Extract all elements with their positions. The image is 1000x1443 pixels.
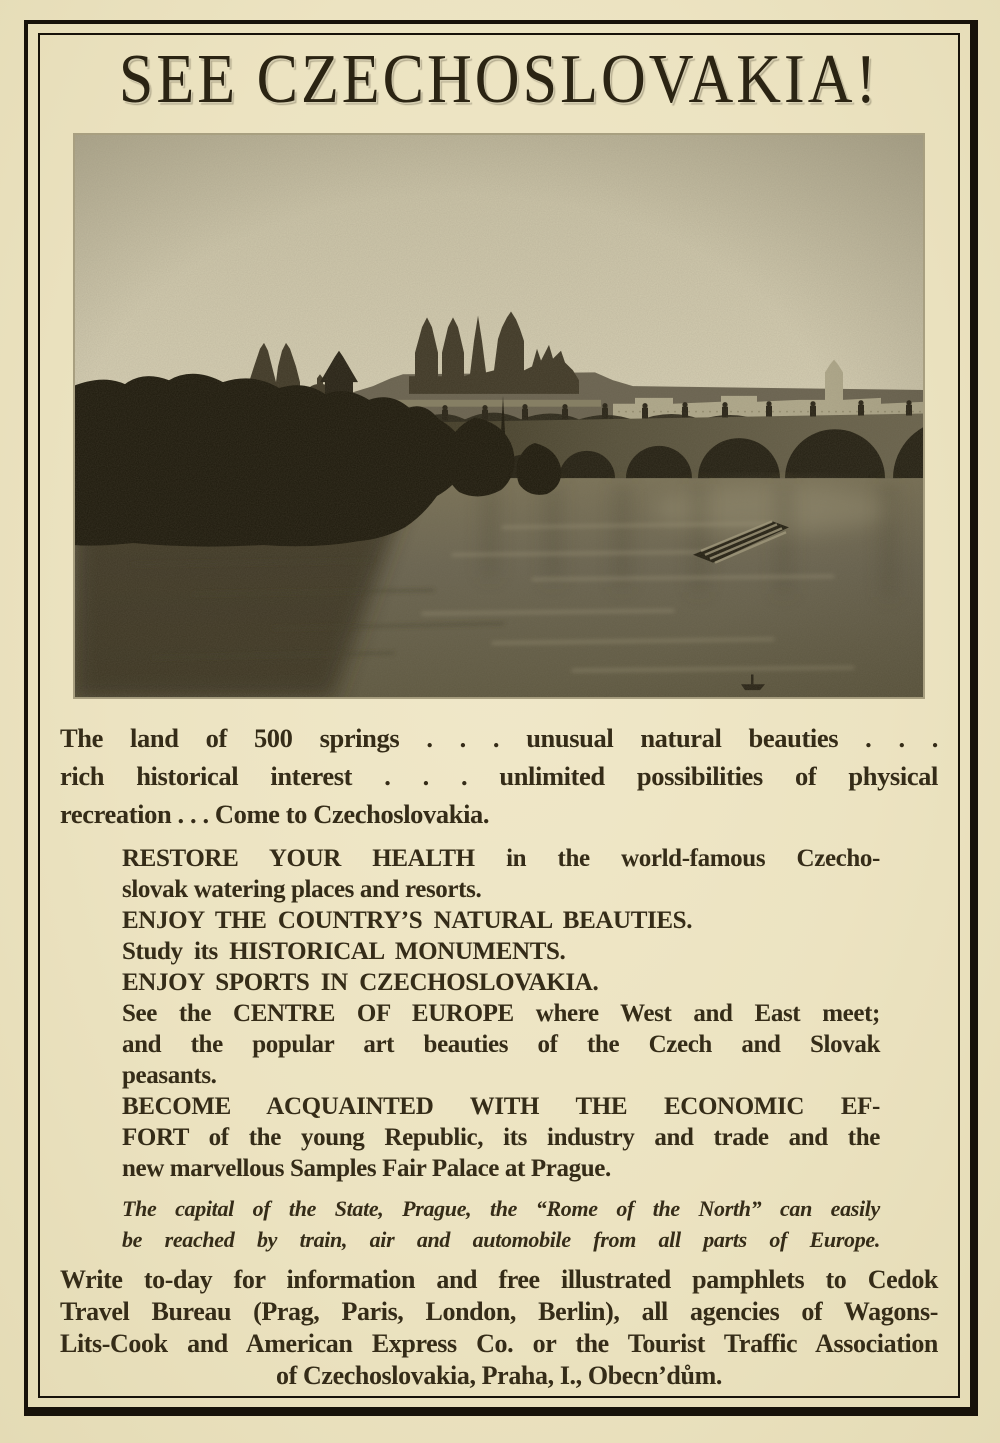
text-line: ENJOY THE COUNTRY’S NATURAL BEAUTIES. xyxy=(122,907,693,934)
highlight-economic-effort xyxy=(122,1091,880,1184)
text-line: slovak watering places and resorts. xyxy=(122,876,482,903)
text-line: ENJOY SPORTS IN CZECHOSLOVAKIA. xyxy=(122,969,599,996)
text-line: Study its HISTORICAL MONUMENTS. xyxy=(122,938,566,965)
text-line: Lits-Cook and American Express Co. or the Tourist Traffic Association xyxy=(60,1329,938,1358)
text-line: The land of 500 springs . . . unusual natural beauties . . . xyxy=(60,723,938,753)
highlight-sports xyxy=(122,967,880,998)
prague-photo xyxy=(73,133,925,699)
highlight-centre-of-europe xyxy=(122,998,880,1091)
text-line: peasants. xyxy=(122,1062,217,1089)
contact-paragraph xyxy=(60,1264,938,1392)
text-line: of Czechoslovakia, Praha, I., Obecn’dům. xyxy=(276,1361,722,1390)
capital-note xyxy=(122,1193,880,1255)
text-line: be reached by train, air and automobile from all parts of Europe. xyxy=(122,1227,880,1252)
text-line: and the popular art beauties of the Czech and Slovak xyxy=(122,1031,880,1058)
highlight-historical-monuments xyxy=(122,936,880,967)
highlights-list xyxy=(122,843,880,1184)
prague-skyline-illustration xyxy=(73,133,925,699)
highlight-restore-health xyxy=(122,843,880,905)
ad-headline xyxy=(60,41,938,118)
text-line: The capital of the State, Prague, the “Rome of the North” can easily xyxy=(122,1196,880,1221)
intro-paragraph xyxy=(60,719,938,833)
text-line: new marvellous Samples Fair Palace at Prague. xyxy=(122,1155,611,1182)
text-line: Travel Bureau (Prag, Paris, London, Berlin), all agencies of Wagons- xyxy=(60,1297,938,1326)
text-line: FORT of the young Republic, its industry and trade and the xyxy=(122,1124,880,1151)
outer-border xyxy=(24,20,978,1416)
text-line: Write to-day for information and free illustrated pamphlets to Cedok xyxy=(60,1265,938,1294)
text-line: See the CENTRE OF EUROPE where West and East meet; xyxy=(122,1000,880,1027)
ad-headline-text: SEE CZECHOSLOVAKIA! xyxy=(118,41,880,118)
text-line: RESTORE YOUR HEALTH in the world-famous Czecho- xyxy=(122,845,880,872)
inner-border xyxy=(38,33,960,1398)
text-line: rich historical interest . . . unlimited possibilities of physical xyxy=(60,761,938,791)
text-line: recreation . . . Come to Czechoslovakia. xyxy=(60,799,490,829)
text-line: BECOME ACQUAINTED WITH THE ECONOMIC EF- xyxy=(122,1093,880,1120)
highlight-natural-beauties xyxy=(122,905,880,936)
